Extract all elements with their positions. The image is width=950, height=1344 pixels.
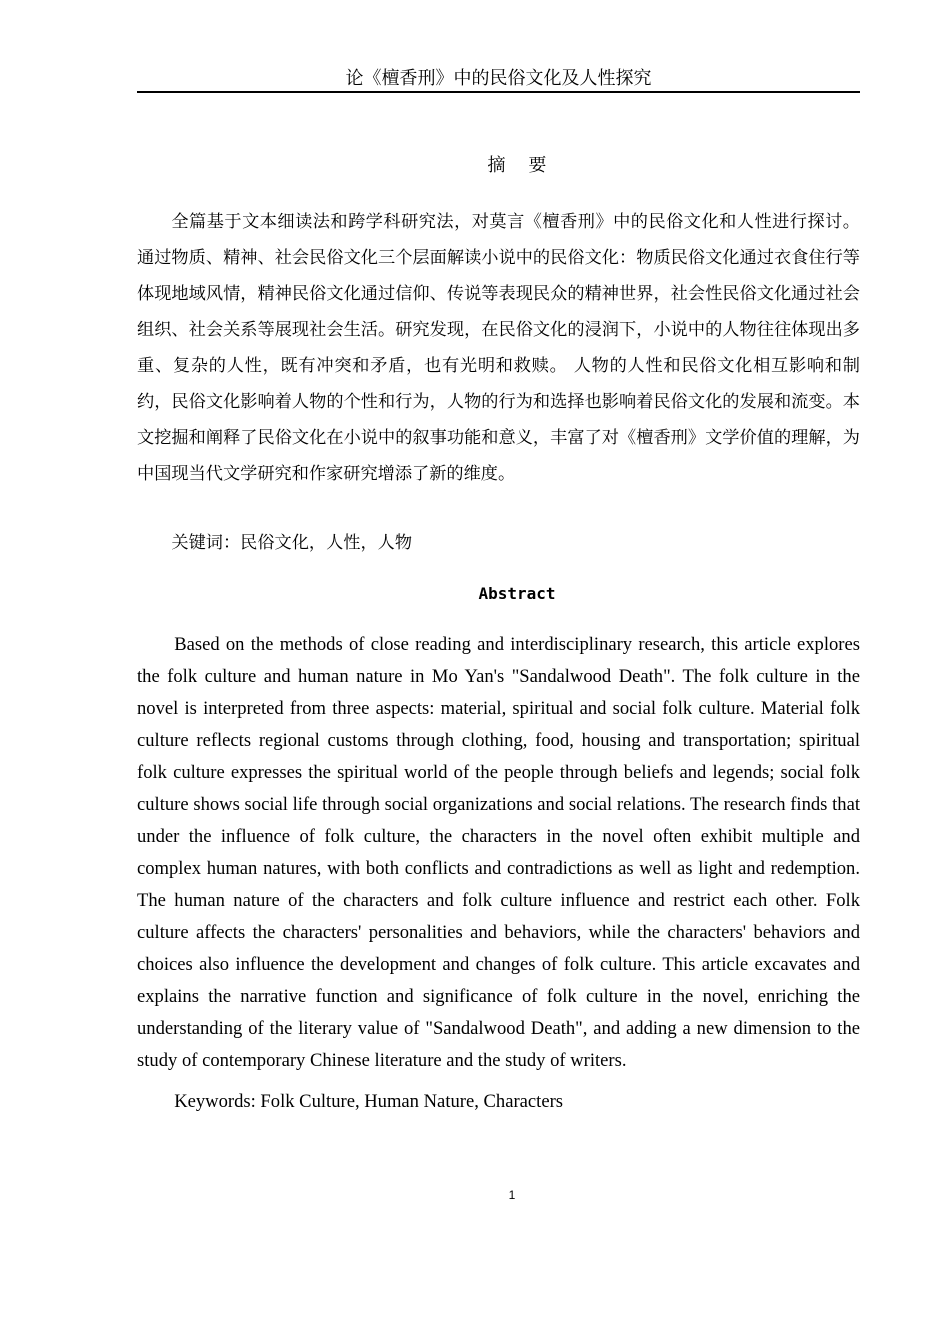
header-rule xyxy=(137,91,860,93)
english-keywords: Keywords: Folk Culture, Human Nature, Characters xyxy=(174,1091,564,1112)
chinese-abstract-body: 全篇基于文本细读法和跨学科研究法，对莫言《檀香刑》中的民俗文化和人性进行探讨。 通过物质、精神、社会民俗文化三个层面解读小说中的民俗文化：物质民俗文化通过衣食住行等体现地域风情，精神民俗文化通过信仰、传说等表现民众的精神世界，社会性民俗文化通过社会组织、社会关系等展现社会生活。研究发现，在民俗文化的浸润下，小说中的人物往往体现出多重、复杂的人性，既有冲突和矛盾，也有光明和救赎。 人物的人性和民俗文化相互影响和制约，民俗文化影响着人物的个性和行为，人物的行为和选择也影响着民俗文化的发展和流变。本文挖掘和阐释了民俗文化在小说中的叙事功能和意义，丰富了对《檀香刑》文学价值的理解，为中国现当代文学研究和作家研究增添了新的维度。 xyxy=(137,212,860,484)
page-number: 1 xyxy=(508,1188,516,1202)
chinese-abstract-title: 摘 要 xyxy=(487,155,547,176)
chinese-keywords: 关键词：民俗文化，人性，人物 xyxy=(171,533,413,553)
english-abstract-title: Abstract xyxy=(478,584,556,603)
running-header: 论《檀香刑》中的民俗文化及人性探究 xyxy=(345,68,652,89)
english-abstract-body: Based on the methods of close reading and interdisciplinary research, this article explores the folk culture and human nature in Mo Yan's "Sandalwood Death". The folk culture in the novel is interpreted from three aspects: material, spiritual and social folk culture. Material folk culture reflects regional customs through clothing, food, housing and transportation; spiritual folk culture expresses the spiritual world of the people through beliefs and legends; social folk culture shows social life through social organizations and social relations. The research finds that under the influence of folk culture, the characters in the novel often exhibit multiple and complex human natures, with both conflicts and contradictions as well as light and redemption. The human nature of the characters and folk culture influence and restrict each other. Folk culture affects the characters' personalities and behaviors, while the characters' behaviors and choices also influence the development and changes of folk culture. This article excavates and explains the narrative function and significance of folk culture in the novel, enriching the understanding of the literary value of "Sandalwood Death", and adding a new dimension to the study of contemporary Chinese literature and the study of writers. xyxy=(137,634,860,1071)
